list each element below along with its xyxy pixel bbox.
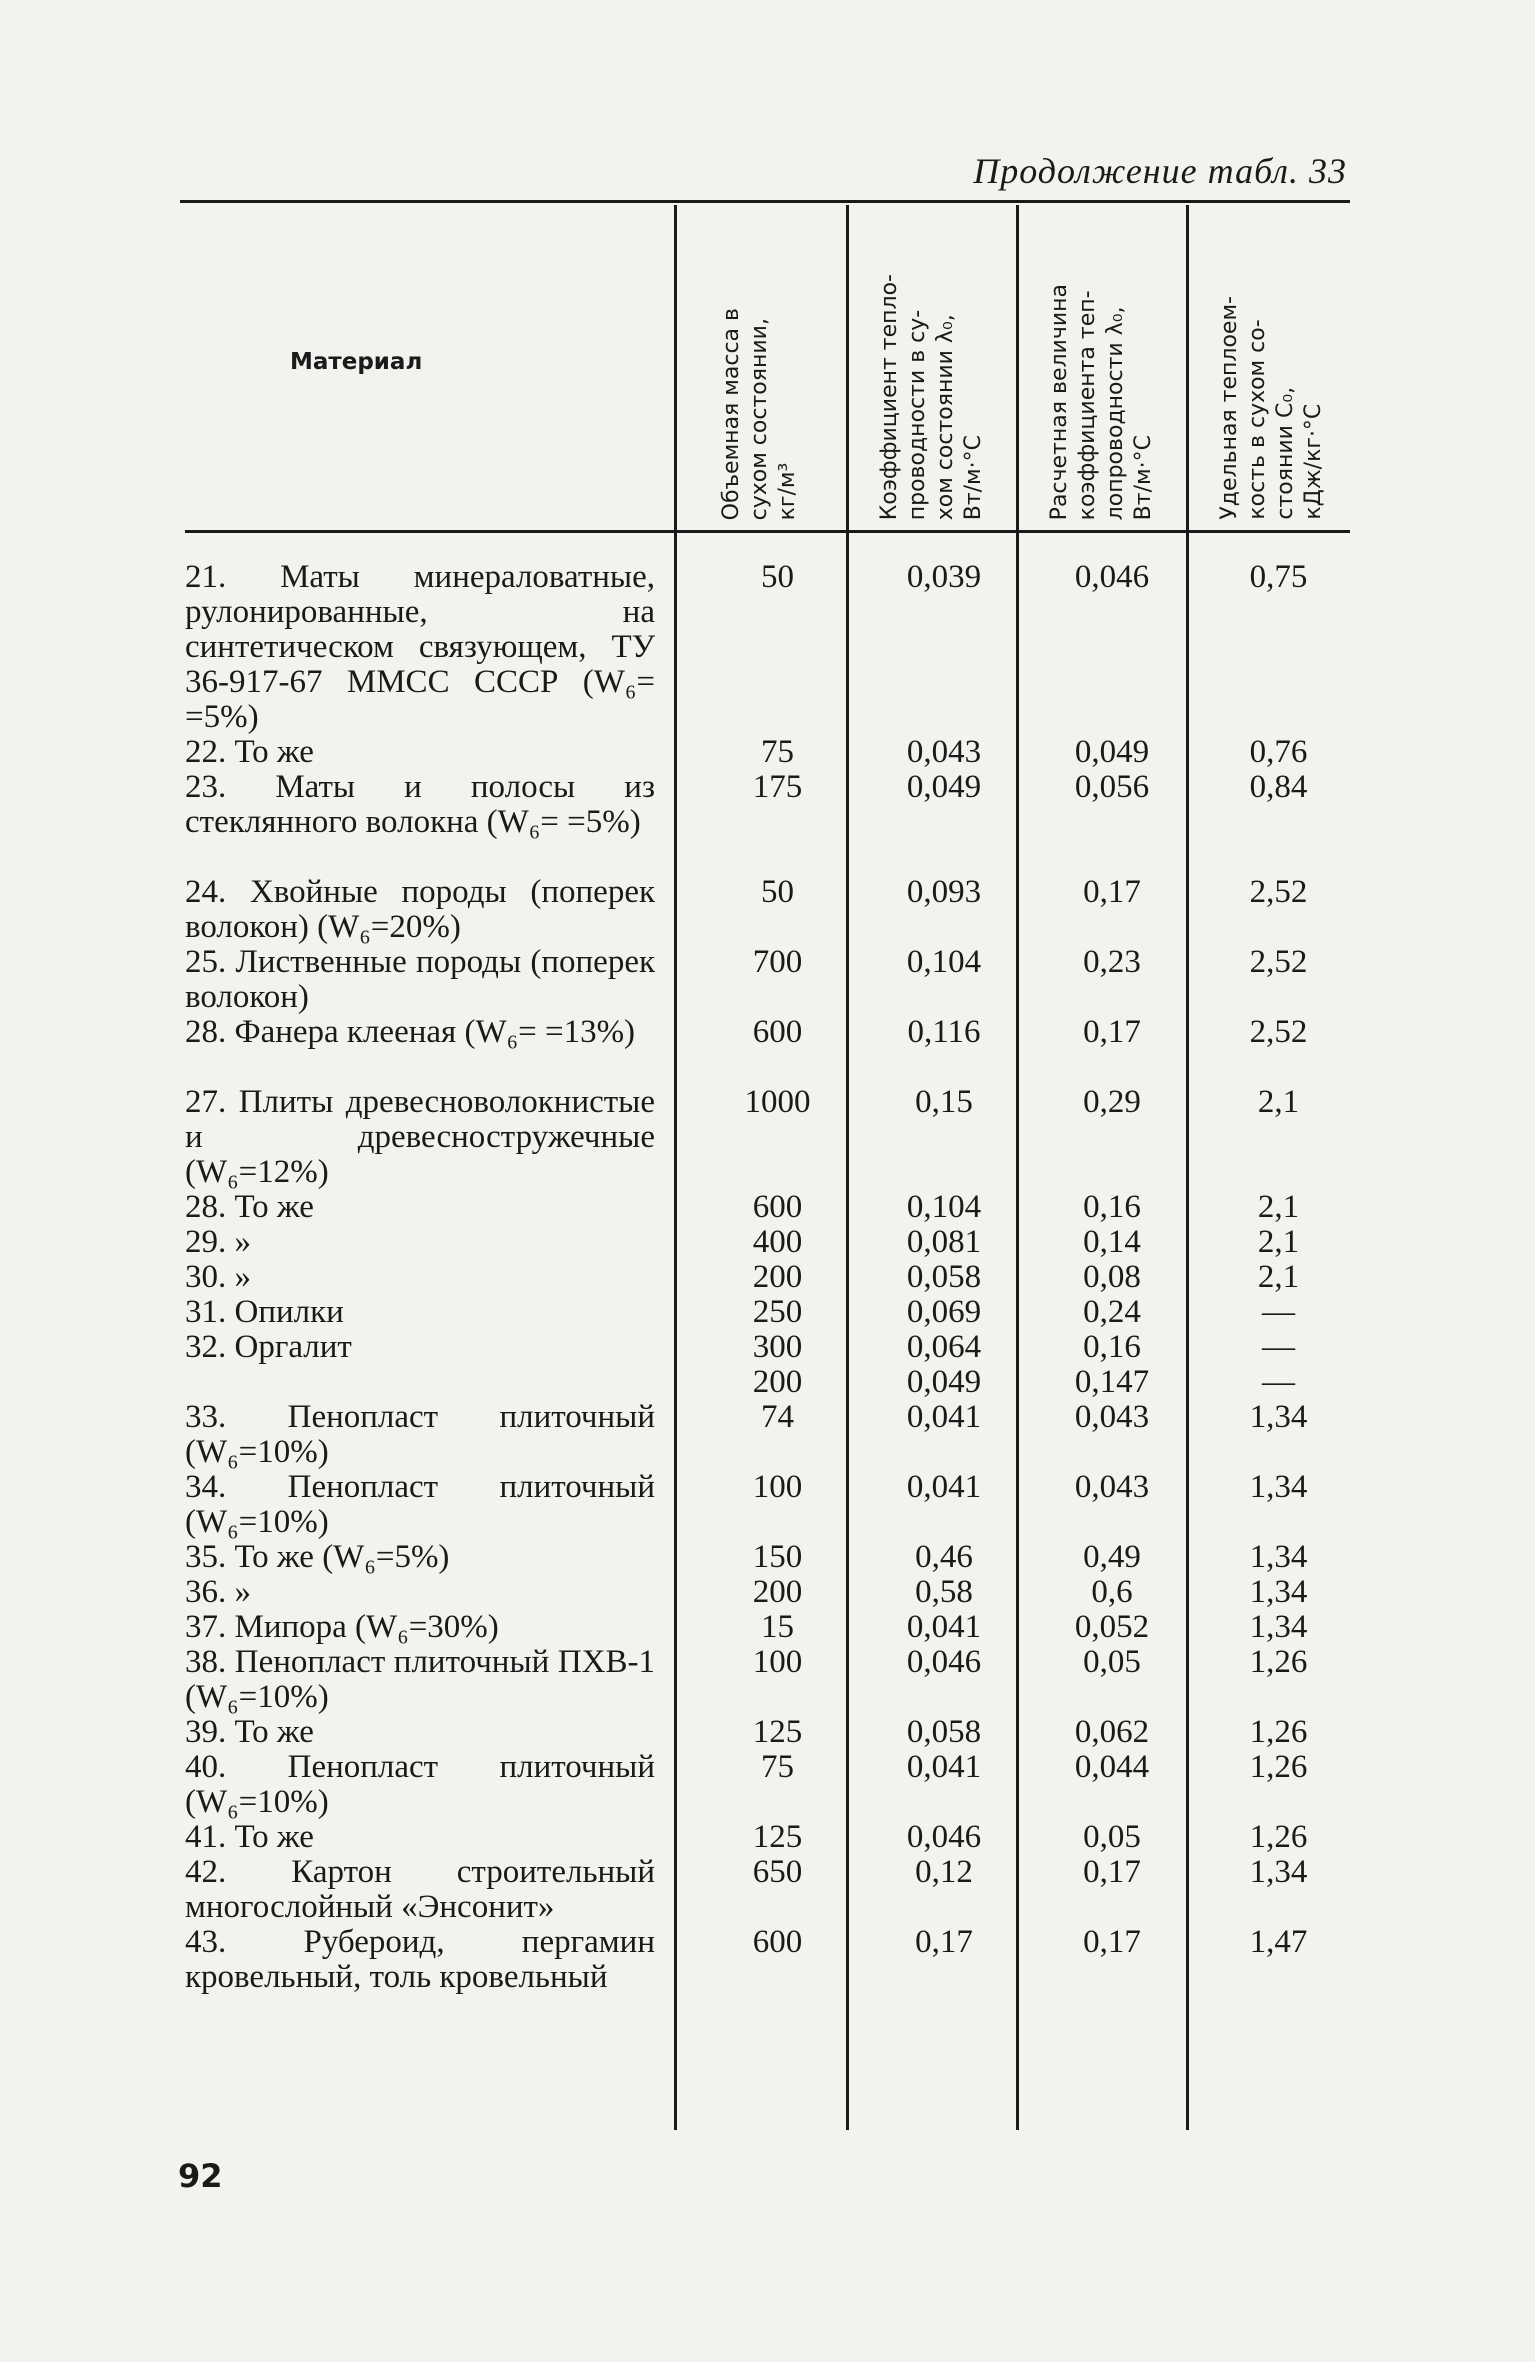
table-row xyxy=(0,1645,1535,1715)
material-cell: 29. » xyxy=(185,1224,251,1260)
design-conductivity-cell: 0,05 xyxy=(1083,1644,1141,1680)
design-conductivity-cell: 0,043 xyxy=(1074,1469,1150,1505)
table-row xyxy=(0,1400,1535,1470)
conductivity-cell: 0,46 xyxy=(915,1539,973,1575)
mass-cell: 150 xyxy=(752,1539,803,1575)
design-conductivity-cell: 0,17 xyxy=(1083,1014,1141,1050)
conductivity-cell: 0,12 xyxy=(915,1854,973,1890)
table-row xyxy=(0,1540,1535,1575)
mass-cell: 100 xyxy=(752,1469,803,1505)
mass-cell: 400 xyxy=(752,1224,803,1260)
table-row xyxy=(0,1470,1535,1540)
table-row xyxy=(0,735,1535,770)
material-cell: 34. Пенопласт плиточный (W₆=10%) xyxy=(185,1469,655,1540)
heat-capacity-cell: 0,76 xyxy=(1249,734,1308,770)
conductivity-cell: 0,17 xyxy=(915,1924,973,1960)
mass-cell: 50 xyxy=(761,874,794,910)
mass-cell: 74 xyxy=(761,1399,794,1435)
material-cell: 21. Маты минераловатные, рулонированные, на синтетическом связующем, ТУ 36-917-67 ММСС СССР (W₆= =5%) xyxy=(185,559,655,735)
material-cell: 31. Опилки xyxy=(185,1294,344,1330)
header-col4-cell xyxy=(1192,220,1352,520)
conductivity-cell: 0,116 xyxy=(907,1014,981,1050)
design-conductivity-cell: 0,046 xyxy=(1074,559,1150,595)
material-cell: 25. Лиственные породы (поперек волокон) xyxy=(185,944,655,1015)
header-col4: Удельная теплоем- кость в сухом со- стоянии C₀, кДж/кг·°С xyxy=(1217,296,1326,520)
design-conductivity-cell: 0,062 xyxy=(1074,1714,1150,1750)
material-cell: 27. Плиты древесноволокнистые и древесностружечные (W₆=12%) xyxy=(185,1084,655,1190)
design-conductivity-cell: 0,6 xyxy=(1091,1574,1133,1610)
mass-cell: 300 200 xyxy=(752,1329,803,1400)
mass-cell: 100 xyxy=(752,1644,803,1680)
conductivity-cell: 0,046 xyxy=(906,1644,982,1680)
material-cell: 39. То же xyxy=(185,1714,314,1750)
design-conductivity-cell: 0,052 xyxy=(1074,1609,1150,1645)
mass-cell: 125 xyxy=(752,1819,803,1855)
design-conductivity-cell: 0,24 xyxy=(1083,1294,1141,1330)
heat-capacity-cell: 1,47 xyxy=(1249,1924,1308,1960)
mass-cell: 600 xyxy=(752,1014,803,1050)
header-material: Материал xyxy=(290,349,423,375)
table-row xyxy=(0,1610,1535,1645)
design-conductivity-cell: 0,049 xyxy=(1074,734,1150,770)
material-cell: 43. Рубероид, пергамин кровельный, толь кровельный xyxy=(185,1924,655,1995)
heat-capacity-cell: 0,84 xyxy=(1249,769,1308,805)
mass-cell: 175 xyxy=(752,769,803,805)
material-cell: 32. Оргалит xyxy=(185,1329,352,1365)
design-conductivity-cell: 0,29 xyxy=(1083,1084,1141,1120)
heat-capacity-cell: 1,34 xyxy=(1249,1574,1308,1610)
conductivity-cell: 0,046 xyxy=(906,1819,982,1855)
design-conductivity-cell: 0,17 xyxy=(1083,874,1141,910)
table-body xyxy=(0,560,1535,2030)
design-conductivity-cell: 0,14 xyxy=(1083,1224,1141,1260)
conductivity-cell: 0,15 xyxy=(915,1084,973,1120)
design-conductivity-cell: 0,17 xyxy=(1083,1854,1141,1890)
design-conductivity-cell: 0,08 xyxy=(1083,1259,1141,1295)
conductivity-cell: 0,043 xyxy=(906,734,982,770)
table-row xyxy=(0,1715,1535,1750)
header-col2: Коэффициент тепло- проводности в су- хом состоянии λ₀, Вт/м·°С xyxy=(877,273,986,520)
design-conductivity-cell: 0,044 xyxy=(1074,1749,1150,1785)
table-row xyxy=(0,1085,1535,1190)
heat-capacity-cell: 2,52 xyxy=(1249,874,1308,910)
heat-capacity-cell: 1,26 xyxy=(1249,1819,1308,1855)
material-cell: 38. Пенопласт плиточный ПХВ-1 (W₆=10%) xyxy=(185,1644,655,1715)
table-row xyxy=(0,1925,1535,2030)
material-cell: 24. Хвойные породы (поперек волокон) (W₆=20%) xyxy=(185,874,655,945)
conductivity-cell: 0,058 xyxy=(906,1259,982,1295)
table-caption: Продолжение табл. 33 xyxy=(973,151,1347,191)
heat-capacity-cell: 2,1 xyxy=(1257,1189,1300,1225)
table-row xyxy=(0,1575,1535,1610)
conductivity-cell: 0,104 xyxy=(906,944,982,980)
heat-capacity-cell: 1,34 xyxy=(1249,1539,1308,1575)
design-conductivity-cell: 0,043 xyxy=(1074,1399,1150,1435)
design-conductivity-cell: 0,49 xyxy=(1083,1539,1141,1575)
material-cell: 22. То же xyxy=(185,734,314,770)
conductivity-cell: 0,58 xyxy=(915,1574,973,1610)
mass-cell: 75 xyxy=(761,1749,794,1785)
heat-capacity-cell: — xyxy=(1262,1294,1295,1330)
material-cell: 41. То же xyxy=(185,1819,314,1855)
material-cell: 40. Пенопласт плиточный (W₆=10%) xyxy=(185,1749,655,1820)
material-cell: 28. То же xyxy=(185,1189,314,1225)
mass-cell: 75 xyxy=(761,734,794,770)
heat-capacity-cell: 2,1 xyxy=(1257,1084,1300,1120)
design-conductivity-cell: 0,05 xyxy=(1083,1819,1141,1855)
conductivity-cell: 0,041 xyxy=(906,1609,982,1645)
heat-capacity-cell: 1,26 xyxy=(1249,1644,1308,1680)
design-conductivity-cell: 0,16 xyxy=(1083,1189,1141,1225)
heat-capacity-cell: 1,34 xyxy=(1249,1609,1308,1645)
heat-capacity-cell: 2,52 xyxy=(1249,944,1308,980)
design-conductivity-cell: 0,17 xyxy=(1083,1924,1141,1960)
mass-cell: 650 xyxy=(752,1854,803,1890)
table-row xyxy=(0,1330,1535,1400)
conductivity-cell: 0,064 0,049 xyxy=(906,1329,982,1400)
header-col1-cell xyxy=(680,220,840,520)
material-cell: 33. Пенопласт плиточный (W₆=10%) xyxy=(185,1399,655,1470)
table-row xyxy=(0,875,1535,945)
mass-cell: 600 xyxy=(752,1189,803,1225)
mass-cell: 50 xyxy=(761,559,794,595)
mass-cell: 250 xyxy=(752,1294,803,1330)
material-cell: 35. То же (W₆=5%) xyxy=(185,1539,450,1575)
header-col1: Объемная масса в сухом состоянии, кг/м³ xyxy=(719,307,800,520)
mass-cell: 1000 xyxy=(744,1084,811,1120)
mass-cell: 200 xyxy=(752,1259,803,1295)
top-rule xyxy=(180,200,1350,203)
table-row xyxy=(0,1260,1535,1295)
material-cell: 23. Маты и полосы из стеклянного волокна (W₆= =5%) xyxy=(185,769,655,840)
page-number: 92 xyxy=(178,2157,223,2195)
conductivity-cell: 0,081 xyxy=(906,1224,982,1260)
material-cell: 30. » xyxy=(185,1259,251,1295)
mass-cell: 600 xyxy=(752,1924,803,1960)
material-cell: 42. Картон строительный многослойный «Энсонит» xyxy=(185,1854,655,1925)
mass-cell: 15 xyxy=(761,1609,794,1645)
mass-cell: 200 xyxy=(752,1574,803,1610)
conductivity-cell: 0,041 xyxy=(906,1749,982,1785)
heat-capacity-cell: 1,34 xyxy=(1249,1854,1308,1890)
heat-capacity-cell: 0,75 xyxy=(1249,559,1308,595)
header-col2-cell xyxy=(852,220,1012,520)
conductivity-cell: 0,049 xyxy=(906,769,982,805)
conductivity-cell: 0,104 xyxy=(906,1189,982,1225)
conductivity-cell: 0,058 xyxy=(906,1714,982,1750)
material-cell: 36. » xyxy=(185,1574,251,1610)
mass-cell: 125 xyxy=(752,1714,803,1750)
table-row xyxy=(0,1190,1535,1225)
conductivity-cell: 0,041 xyxy=(906,1399,982,1435)
heat-capacity-cell: 1,34 xyxy=(1249,1469,1308,1505)
table-row xyxy=(0,1750,1535,1820)
conductivity-cell: 0,069 xyxy=(906,1294,982,1330)
table-row xyxy=(0,1295,1535,1330)
mass-cell: 700 xyxy=(752,944,803,980)
table-row xyxy=(0,1015,1535,1085)
table-row xyxy=(0,560,1535,735)
heat-capacity-cell: 1,34 xyxy=(1249,1399,1308,1435)
conductivity-cell: 0,093 xyxy=(906,874,982,910)
header-col3-cell xyxy=(1022,220,1182,520)
heat-capacity-cell: 2,1 xyxy=(1257,1259,1300,1295)
heat-capacity-cell: 1,26 xyxy=(1249,1714,1308,1750)
table-row xyxy=(0,1855,1535,1925)
material-cell: 28. Фанера клееная (W₆= =13%) xyxy=(185,1014,636,1050)
table-row xyxy=(0,1225,1535,1260)
design-conductivity-cell: 0,16 0,147 xyxy=(1074,1329,1150,1400)
design-conductivity-cell: 0,056 xyxy=(1074,769,1150,805)
conductivity-cell: 0,041 xyxy=(906,1469,982,1505)
conductivity-cell: 0,039 xyxy=(906,559,982,595)
heat-capacity-cell: 2,1 xyxy=(1257,1224,1300,1260)
heat-capacity-cell: 1,26 xyxy=(1249,1749,1308,1785)
heat-capacity-cell: 2,52 xyxy=(1249,1014,1308,1050)
material-cell: 37. Мипора (W₆=30%) xyxy=(185,1609,499,1645)
header-rule xyxy=(185,530,1350,533)
design-conductivity-cell: 0,23 xyxy=(1083,944,1141,980)
table-row xyxy=(0,770,1535,875)
heat-capacity-cell: — — xyxy=(1262,1329,1295,1400)
table-row xyxy=(0,1820,1535,1855)
table-row xyxy=(0,945,1535,1015)
header-col3: Расчетная величина коэффициента теп- лопроводности λ₀, Вт/м·°С xyxy=(1047,283,1156,520)
